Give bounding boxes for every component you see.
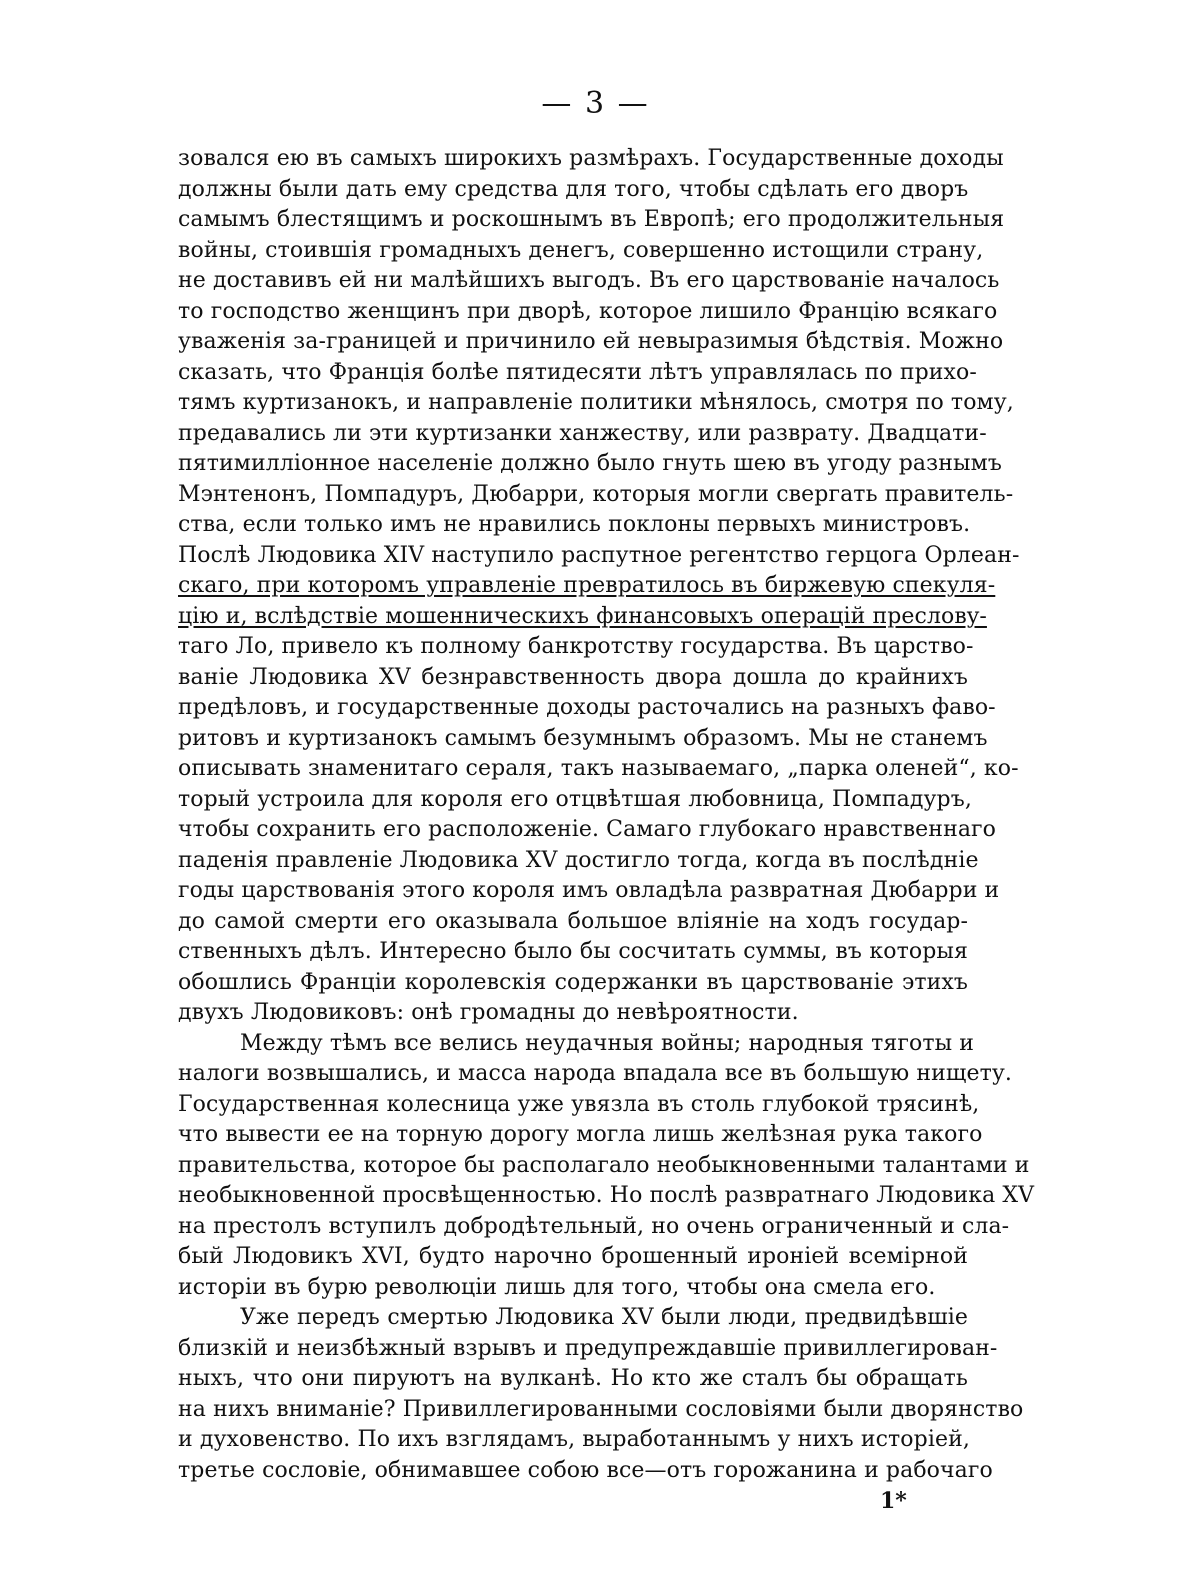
text-line: сказать, что Франція болѣе пятидесяти лѣтъ управлялась по прихо- xyxy=(178,359,977,385)
paragraph-2 xyxy=(178,1029,1035,1304)
text-line: ныхъ, что они пируютъ на вулканѣ. Но кто же сталъ бы обращать xyxy=(178,1366,968,1391)
text-line: Мэнтенонъ, Помпадуръ, Дюбарри, которыя могли свергать правитель- xyxy=(178,481,1014,507)
text-line: Послѣ Людовика XIV наступило распутное регентство герцога Орлеан- xyxy=(178,542,1020,568)
page-number: — 3 — xyxy=(541,86,650,121)
text-line: Государственная колесница уже увязла въ столь глубокой трясинѣ, xyxy=(178,1091,980,1117)
text-line: тямъ куртизанокъ, и направленіе политики мѣнялось, смотря по тому, xyxy=(178,390,1014,415)
text-line: близкій и неизбѣжный взрывъ и предупреждавшіе привиллегирован- xyxy=(178,1335,998,1361)
text-line: ритовъ и куртизанокъ самымъ безумнымъ образомъ. Мы не станемъ xyxy=(178,725,988,751)
printer-signature-mark: 1* xyxy=(880,1488,907,1514)
text-line: необыкновенной просвѣщенностью. Но послѣ развратнаго Людовика XV xyxy=(178,1183,1035,1208)
text-line: обошлись Франціи королевскія содержанки въ царствованіе этихъ xyxy=(178,969,968,995)
text-line-underlined: скаго, при которомъ управленіе превратилось въ биржевую спекуля- xyxy=(178,573,996,598)
text-line: предавались ли эти куртизанки ханжеству, или разврату. Двадцати- xyxy=(178,420,987,446)
text-line: на престолъ вступилъ добродѣтельный, но очень ограниченный и сла- xyxy=(178,1213,1010,1239)
text-line: на нихъ вниманіе? Привиллегированными сословіями были дворянство xyxy=(178,1396,1024,1422)
text-line: паденія правленіе Людовика XV достигло тогда, когда въ послѣдніе xyxy=(178,847,979,873)
text-line: ваніе Людовика XV безнравственность двора дошла до крайнихъ xyxy=(178,664,968,690)
text-line: должны были дать ему средства для того, чтобы сдѣлать его дворъ xyxy=(178,176,969,202)
text-line: ственныхъ дѣлъ. Интересно было бы сосчитать суммы, въ которыя xyxy=(178,939,968,964)
text-line: описывать знаменитаго сераля, такъ называемаго, „парка оленей“, ко- xyxy=(178,756,1019,781)
text-line: бый Людовикъ XVI, будто нарочно брошенный ироніей всемірной xyxy=(178,1244,968,1269)
text-line: налоги возвышались, и масса народа впадала все въ большую нищету. xyxy=(178,1061,1013,1086)
text-line: и духовенство. По ихъ взглядамъ, выработаннымъ у нихъ исторіей, xyxy=(178,1427,970,1452)
text-line: третье сословіе, обнимавшее собою все—отъ горожанина и рабочаго xyxy=(178,1457,993,1483)
paragraph-3 xyxy=(178,1303,1024,1486)
text-line: до самой смерти его оказывала большое вліяніе на ходъ государ- xyxy=(178,908,968,934)
text-line: войны, стоившія громадныхъ денегъ, совершенно истощили страну, xyxy=(178,237,984,263)
text-line: пятимилліонное населеніе должно было гнуть шею въ угоду разнымъ xyxy=(178,451,1002,476)
text-line: годы царствованія этого короля имъ овладѣла развратная Дюбарри и xyxy=(178,878,1000,903)
text-line: торый устроила для короля его отцвѣтшая любовница, Помпадуръ, xyxy=(178,786,972,812)
paragraph-1 xyxy=(178,144,1020,1029)
text-line: предѣловъ, и государственные доходы расточались на разныхъ фаво- xyxy=(178,695,996,720)
text-line: не доставивъ ей ни малѣйшихъ выгодъ. Въ его царствованіе началось xyxy=(178,268,1000,293)
text-line: ства, если только имъ не нравились поклоны первыхъ министровъ. xyxy=(178,512,971,537)
text-line: чтобы сохранить его расположеніе. Самаго глубокаго нравственнаго xyxy=(178,817,997,842)
text-line: самымъ блестящимъ и роскошнымъ въ Европѣ; его продолжительныя xyxy=(178,207,1005,232)
text-line: двухъ Людовиковъ: онѣ громадны до невѣроятности. xyxy=(178,1000,799,1025)
text-line: исторіи въ бурю революціи лишь для того, чтобы она смела его. xyxy=(178,1274,936,1300)
text-line: зовался ею въ самыхъ широкихъ размѣрахъ. Государственные доходы xyxy=(178,146,1004,171)
text-line: таго Ло, привело къ полному банкротству государства. Въ царство- xyxy=(178,634,974,659)
text-line: Уже передъ смертью Людовика XV были люди, предвидѣвшіе xyxy=(240,1305,968,1330)
text-line: правительства, которое бы располагало необыкновенными талантами и xyxy=(178,1152,1030,1178)
text-line: то господство женщинъ при дворѣ, которое лишило Францію всякаго xyxy=(178,298,998,324)
text-line-underlined: цію и, вслѣдствіе мошенническихъ финансовыхъ операцій пресловy- xyxy=(178,603,987,629)
text-line: что вывести ее на торную дорогу могла лишь желѣзная рука такого xyxy=(178,1122,983,1147)
text-line: уваженія за-границей и причинило ей невыразимыя бѣдствія. Можно xyxy=(178,329,1004,354)
text-line: Между тѣмъ все велись неудачныя войны; народныя тяготы и xyxy=(240,1030,975,1056)
body-text xyxy=(178,144,1035,1486)
